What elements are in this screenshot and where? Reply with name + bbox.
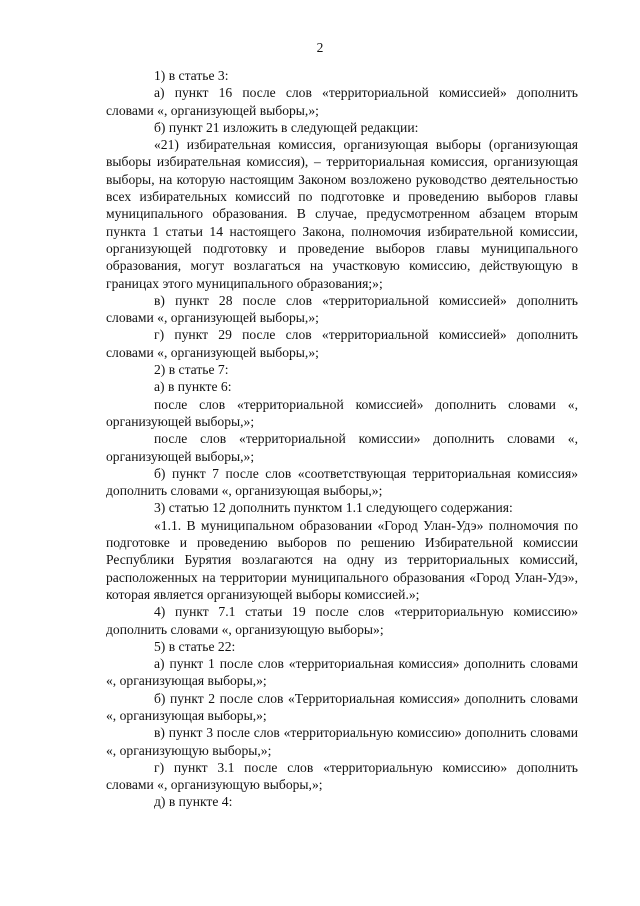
- paragraph: г) пункт 29 после слов «территориальной комиссией» дополнить словами «, организующей выборы,»;: [106, 327, 578, 360]
- paragraph: б) пункт 7 после слов «соответствующая территориальная комиссия» дополнить словами «, организующая выборы,»;: [106, 465, 578, 499]
- paragraph: «21) избирательная комиссия, организующая выборы (организующая выборы избирательная комиссия), – территориальная комиссия, организующая выборы, на которую настоящим Законом возложено руководство деятельностью всех избирательных комиссий по подготовке и проведению выборов главы муниципального образования. В случае, предусмотренном абзацем вторым пункта 1 статьи 14 настоящего Закона, полномочия избирательной комиссии, организующей подготовку и проведение выборов главы муниципального образования, могут возлагаться на участковую комиссию, действующую в границах этого муниципального образования;»;: [106, 137, 578, 291]
- paragraph: после слов «территориальной комиссией» дополнить словами «, организующей выборы,»;: [106, 396, 578, 429]
- paragraph: 3) статью 12 дополнить пунктом 1.1 следующего содержания:: [154, 500, 513, 516]
- paragraph: д) в пункте 4:: [154, 794, 233, 810]
- paragraph: а) пункт 16 после слов «территориальной комиссией» дополнить словами «, организующей выборы,»;: [106, 85, 578, 118]
- paragraph: 1) в статье 3:: [154, 68, 229, 83]
- paragraph: а) в пункте 6:: [154, 379, 232, 395]
- paragraph: 2) в статье 7:: [154, 362, 229, 378]
- document-body: [106, 67, 578, 811]
- paragraph: в) пункт 3 после слов «территориальную комиссию» дополнить словами «, организующую выборы,»;: [106, 725, 578, 758]
- paragraph: 5) в статье 22:: [154, 638, 236, 654]
- paragraph: в) пункт 28 после слов «территориальной комиссией» дополнить словами «, организующей выборы,»;: [106, 292, 578, 326]
- paragraph: 4) пункт 7.1 статьи 19 после слов «территориальную комиссию» дополнить словами «, организующую выборы»;: [106, 604, 578, 637]
- paragraph: «1.1. В муниципальном образовании «Город Улан-Удэ» полномочия по подготовке и проведению выборов по решению Избирательной комиссии Республики Бурятия возлагаются на одну из территориальных комиссий, расположенных на территории муниципального образования «Город Улан-Удэ», которая является организующей выборы комиссией.»;: [106, 517, 578, 602]
- page-number: 2: [316, 40, 324, 55]
- paragraph: б) пункт 21 изложить в следующей редакции:: [154, 119, 419, 135]
- paragraph: после слов «территориальной комиссии» дополнить словами «, организующей выборы,»;: [106, 431, 578, 464]
- paragraph: б) пункт 2 после слов «Территориальная комиссия» дополнить словами «, организующая выборы,»;: [106, 690, 578, 723]
- paragraph: г) пункт 3.1 после слов «территориальную комиссию» дополнить словами «, организующую выборы,»;: [106, 759, 578, 793]
- paragraph: а) пункт 1 после слов «территориальная комиссия» дополнить словами «, организующая выборы,»;: [106, 656, 578, 689]
